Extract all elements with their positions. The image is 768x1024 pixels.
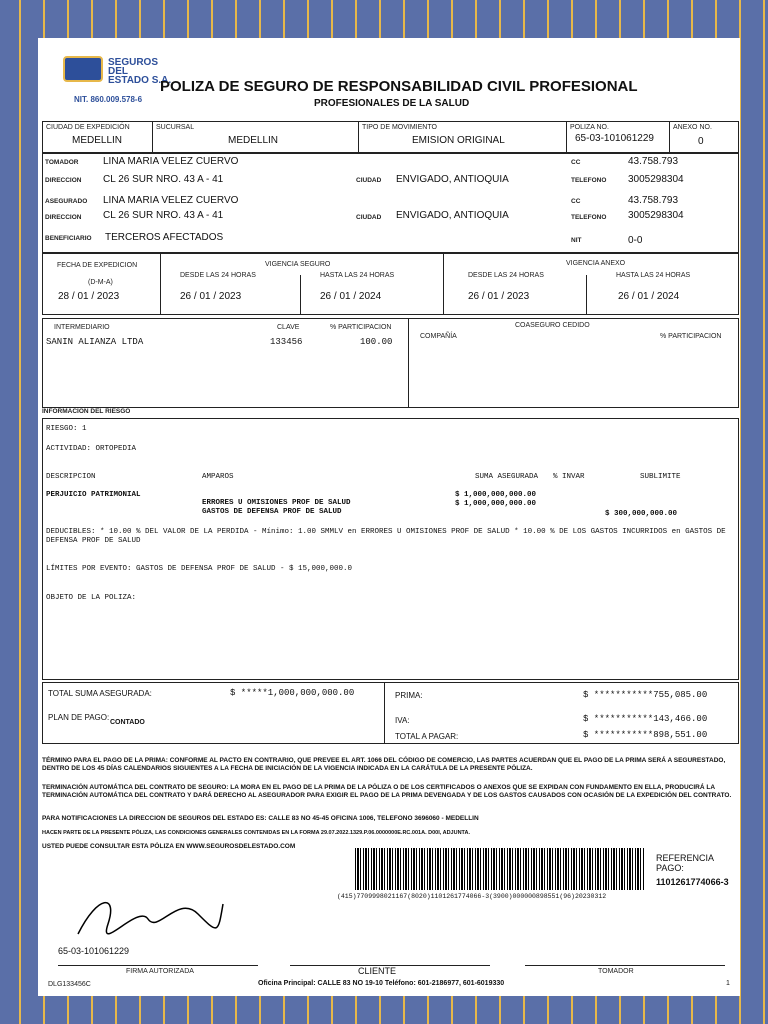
tel-label: TELEFONO xyxy=(571,177,607,184)
iva-label: IVA: xyxy=(395,716,410,725)
suma-header: SUMA ASEGURADA xyxy=(475,473,539,481)
plan-value: CONTADO xyxy=(110,719,145,726)
intermediario-clave: 133456 xyxy=(270,337,303,347)
page-number: 1 xyxy=(726,980,730,987)
asegurado-name: LINA MARIA VELEZ CUERVO xyxy=(103,195,239,206)
firma-label: FIRMA AUTORIZADA xyxy=(126,968,194,975)
amparo-2: GASTOS DE DEFENSA PROF DE SALUD xyxy=(202,508,342,516)
sublimite-2: $ 300,000,000.00 xyxy=(605,510,678,518)
amparos-header: AMPAROS xyxy=(202,473,234,481)
intermediario-name: SANIN ALIANZA LTDA xyxy=(46,337,144,347)
poliza-label: POLIZA NO. xyxy=(570,124,609,131)
sublimite-header: SUBLIMITE xyxy=(640,473,681,481)
actividad: ACTIVIDAD: ORTOPEDIA xyxy=(46,445,137,453)
ciudad-value: MEDELLIN xyxy=(72,135,123,146)
barcode-text: (415)7709998021167(8020)1101261774066-3(3900)000000898551(96)20230312 xyxy=(337,893,607,900)
document-title: POLIZA DE SEGURO DE RESPONSABILIDAD CIVIL PROFESIONAL xyxy=(160,78,638,95)
ciudad-label-3: CIUDAD xyxy=(356,214,382,221)
total-pagar-label: TOTAL A PAGAR: xyxy=(395,732,459,741)
cc-label-2: CC xyxy=(571,198,581,205)
anexo-desde: 26 / 01 / 2023 xyxy=(468,291,530,302)
asegurado-cc: 43.758.793 xyxy=(628,195,679,206)
anexo-hasta-label: HASTA LAS 24 HORAS xyxy=(616,272,691,279)
anexo-value: 0 xyxy=(698,136,704,147)
exp-label: FECHA DE EXPEDICION xyxy=(57,262,138,269)
tomador-label: TOMADOR xyxy=(45,159,79,166)
intermediario-part: 100.00 xyxy=(360,337,393,347)
vig-desde: 26 / 01 / 2023 xyxy=(180,291,242,302)
clave-label: CLAVE xyxy=(277,324,300,331)
referencia-value: 1101261774066-3 xyxy=(656,877,729,887)
coaseguro-label: COASEGURO CEDIDO xyxy=(515,322,590,329)
prima-value: $ ***********755,085.00 xyxy=(583,690,708,700)
dates-box xyxy=(42,253,739,315)
tipo-value: EMISION ORIGINAL xyxy=(412,135,505,146)
beneficiario-label: BENEFICIARIO xyxy=(45,235,92,242)
tomador-address: CL 26 SUR NRO. 43 A - 41 xyxy=(103,174,224,185)
sucursal-label: SUCURSAL xyxy=(156,124,195,131)
beneficiario-nit: 0-0 xyxy=(628,235,643,246)
riesgo-section-title: INFORMACION DEL RIESGO xyxy=(42,408,131,415)
company-logo-icon xyxy=(63,56,103,82)
plan-label: PLAN DE PAGO: xyxy=(48,713,110,722)
tel-label-2: TELEFONO xyxy=(571,214,607,221)
barcode-icon xyxy=(355,848,645,890)
signature-icon xyxy=(68,884,228,944)
anexo-desde-label: DESDE LAS 24 HORAS xyxy=(468,272,544,279)
company-nit: NIT. 860.009.578-6 xyxy=(74,95,143,104)
total-pagar-value: $ ***********898,551.00 xyxy=(583,730,708,740)
iva-value: $ ***********143,466.00 xyxy=(583,714,708,724)
cliente-label: CLIENTE xyxy=(358,966,397,976)
total-suma-value: $ *****1,000,000,000.00 xyxy=(230,688,355,698)
document-code: DLG133456C xyxy=(48,981,91,988)
compania-label: COMPAÑÍA xyxy=(420,333,457,340)
dir-label: DIRECCION xyxy=(45,177,82,184)
limites-text: LÍMITES POR EVENTO: GASTOS DE DEFENSA PROF DE SALUD - $ 15,000,000.0 xyxy=(46,565,353,573)
objeto-label: OBJETO DE LA POLIZA: xyxy=(46,594,137,602)
document-subtitle: PROFESIONALES DE LA SALUD xyxy=(314,98,470,109)
tomador-phone: 3005298304 xyxy=(628,174,684,185)
asegurado-phone: 3005298304 xyxy=(628,210,684,221)
tomador-name: LINA MARIA VELEZ CUERVO xyxy=(103,156,239,167)
vig-hasta: 26 / 01 / 2024 xyxy=(320,291,382,302)
desc-header: DESCRIPCION xyxy=(46,473,96,481)
referencia-label: REFERENCIA PAGO: xyxy=(656,853,714,873)
deducibles-text: DEDUCIBLES: * 10.00 % DEL VALOR DE LA PERDIDA - Mínimo: 1.00 SMMLV en ERRORES U OMISIONES PROF DE SALUD * 10.00 % DE LOS GASTOS INCURRIDOS en GASTOS DE DEFENSA PROF DE SALUD xyxy=(46,528,726,545)
tipo-label: TIPO DE MOVIMIENTO xyxy=(362,124,437,131)
legal-condiciones: HACEN PARTE DE LA PRESENTE PÓLIZA, LAS CONDICIONES GENERALES CONTENIDAS EN LA FORMA 29.07.2022.1329.P.06.0000000E.RC.001A. D00I, ADJUNTA. xyxy=(42,830,470,836)
amparo-1: ERRORES U OMISIONES PROF DE SALUD xyxy=(202,499,351,507)
exp-date: 28 / 01 / 2023 xyxy=(58,291,120,302)
comp-part-label: % PARTICIPACION xyxy=(660,333,722,340)
coverage-description: PERJUICIO PATRIMONIAL xyxy=(46,491,141,499)
asegurado-city: ENVIGADO, ANTIOQUIA xyxy=(396,210,509,221)
intermediario-box xyxy=(42,318,739,408)
legal-terminacion: TERMINACIÓN AUTOMÁTICA DEL CONTRATO DE SEGURO: LA MORA EN EL PAGO DE LA PRIMA DE LA PÓLIZA O DE LOS CERTIFICADOS O ANEXOS QUE SE EXPIDAN CON FUNDAMENTO EN ELLA, PRODUCIRÁ LA TERMINACIÓN AUTOMÁTICA DEL CONTRATO Y DARÁ DERECHO AL ASEGURADOR PARA EXIGIR EL PAGO DE LA PRIMA DEVENGADA Y DE LOS GASTOS CAUSADOS CON OCASIÓN DE LA EXPEDICIÓN DEL CONTRATO. xyxy=(42,784,732,799)
ciudad-label: CIUDAD DE EXPEDICIÓN xyxy=(46,124,130,131)
tomador-city: ENVIGADO, ANTIOQUIA xyxy=(396,174,509,185)
cc-label: CC xyxy=(571,159,581,166)
tomador-cc: 43.758.793 xyxy=(628,156,679,167)
ciudad-label-2: CIUDAD xyxy=(356,177,382,184)
dir-label-2: DIRECCION xyxy=(45,214,82,221)
anexo-label: ANEXO NO. xyxy=(673,124,712,131)
anexo-vig-label: VIGENCIA ANEXO xyxy=(566,260,626,267)
legal-consulta: USTED PUEDE CONSULTAR ESTA PÓLIZA EN WWW.SEGUROSDELESTADO.COM xyxy=(42,843,296,850)
nit-label: NIT xyxy=(571,237,582,244)
poliza-number: 65-03-101061229 xyxy=(575,133,654,144)
oficina-principal: Oficina Principal: CALLE 83 NO 19-10 Teléfono: 601-2186977, 601-6019330 xyxy=(258,980,505,987)
invar-header: % INVAR xyxy=(553,473,585,481)
asegurado-label: ASEGURADO xyxy=(45,198,88,205)
total-suma-label: TOTAL SUMA ASEGURADA: xyxy=(48,689,152,698)
anexo-hasta: 26 / 01 / 2024 xyxy=(618,291,680,302)
intermediario-label: INTERMEDIARIO xyxy=(54,324,110,331)
vigencia-label: VIGENCIA SEGURO xyxy=(265,261,331,268)
tomador-signature-label: TOMADOR xyxy=(598,968,634,975)
legal-pago-prima: TÉRMINO PARA EL PAGO DE LA PRIMA: CONFORME AL PACTO EN CONTRARIO, QUE PREVEE EL ART. 1066 DEL CÓDIGO DE COMERCIO, LAS PARTES ACUERDAN QUE EL PAGO DE LA PRIMA SERÁ A SEGURESTADO, DENTRO DE LOS 45 DÍAS CALENDARIOS SIGUIENTES A LA FECHA DE INICIACIÓN DE LA VIGENCIA INDICADA EN LA CARÁTULA DE LA PRESENTE PÓLIZA. xyxy=(42,757,726,772)
riesgo-number: RIESGO: 1 xyxy=(46,425,87,433)
legal-notificaciones: PARA NOTIFICACIONES LA DIRECCION DE SEGUROS DEL ESTADO ES: CALLE 83 NO 45-45 OFICINA 1006, TELEFONO 3696060 - MEDELLIN xyxy=(42,815,479,822)
sucursal-value: MEDELLIN xyxy=(228,135,279,146)
beneficiario-value: TERCEROS AFECTADOS xyxy=(105,232,224,243)
footer-poliza-number: 65-03-101061229 xyxy=(58,946,130,956)
suma-2: $ 1,000,000,000.00 xyxy=(455,500,537,508)
dma-label: (D-M-A) xyxy=(88,279,113,286)
prima-label: PRIMA: xyxy=(395,691,423,700)
hasta-label: HASTA LAS 24 HORAS xyxy=(320,272,395,279)
suma-1: $ 1,000,000,000.00 xyxy=(455,491,537,499)
desde-label: DESDE LAS 24 HORAS xyxy=(180,272,256,279)
asegurado-address: CL 26 SUR NRO. 43 A - 41 xyxy=(103,210,224,221)
riesgo-box xyxy=(42,418,739,680)
company-logo-text: SEGUROS DEL ESTADO S.A. xyxy=(108,57,172,86)
part-label: % PARTICIPACION xyxy=(330,324,392,331)
